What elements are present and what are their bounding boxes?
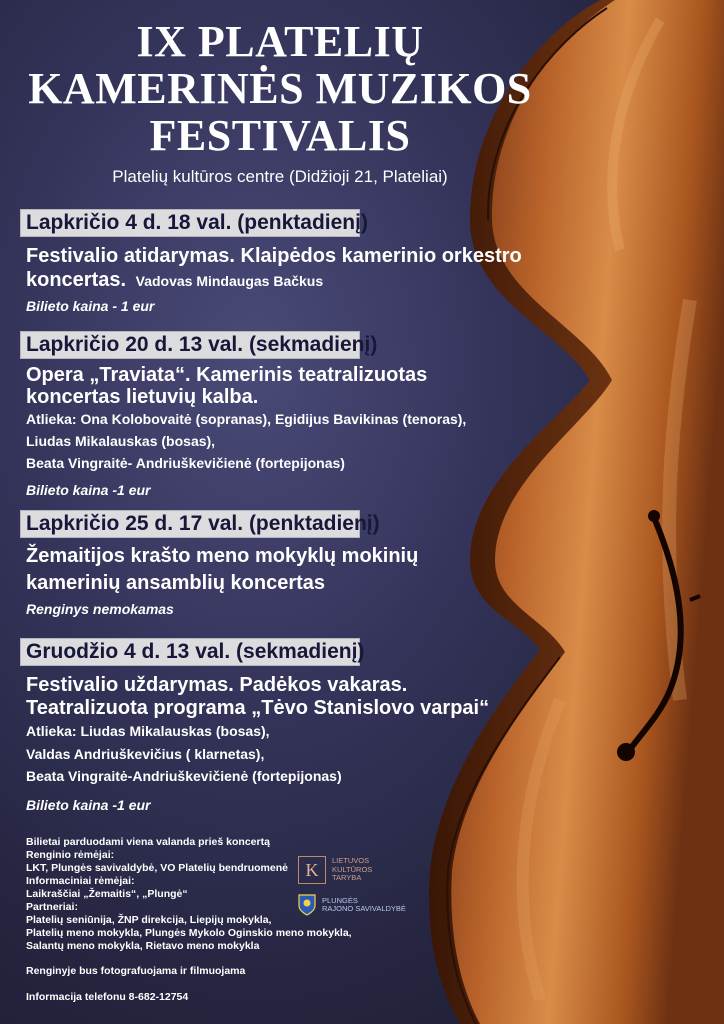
event-1-line-1: Festivalio atidarymas. Klaipėdos kamerinio orkestro: [26, 245, 522, 267]
festival-title: [0, 18, 560, 159]
lkt-logo-line-2: KULTŪROS: [332, 864, 373, 874]
footer-line-3: LKT, Plungės savivaldybė, VO Platelių bendruomenė: [26, 862, 288, 874]
event-1-conductor: Vadovas Mindaugas Bačkus: [135, 273, 324, 289]
event-2-date: Lapkričio 20 d. 13 val. (sekmadienį): [20, 331, 360, 359]
event-4-line-1: Festivalio uždarymas. Padėkos vakaras.: [26, 674, 408, 696]
lkt-logo-line-3: TARYBA: [332, 873, 362, 883]
event-4-performers-3: Beata Vingraitė-Andriuškevičienė (fortepijonas): [26, 768, 342, 784]
event-1-price: Bilieto kaina - 1 eur: [26, 298, 155, 314]
event-4-price: Bilieto kaina -1 eur: [26, 797, 151, 813]
title-line-3: FESTIVALIS: [149, 111, 411, 160]
plunge-logo-line-2: RAJONO SAVIVALDYBĖ: [322, 904, 406, 913]
event-3-price: Renginys nemokamas: [26, 601, 174, 617]
filming-note: Renginyje bus fotografuojama ir filmuojama: [26, 965, 246, 977]
event-4-performers-1: Atlieka: Liudas Mikalauskas (bosas),: [26, 723, 270, 739]
footer-line-5: Laikraščiai „Žemaitis“, „Plungė“: [26, 888, 188, 900]
event-1-line-2-text: koncertas.: [26, 269, 127, 291]
event-2-line-1: Opera „Traviata“. Kamerinis teatralizuotas: [26, 364, 428, 386]
footer-line-4: Informaciniai rėmėjai:: [26, 875, 135, 887]
footer-line-6: Partneriai:: [26, 901, 78, 913]
event-4-line-2: Teatralizuota programa „Tėvo Stanislovo varpai“: [26, 697, 490, 719]
phone-info: Informacija telefonu 8-682-12754: [26, 991, 189, 1003]
event-3-line-1: Žemaitijos krašto meno mokyklų mokinių: [26, 545, 419, 567]
event-3-line-2: kamerinių ansamblių koncertas: [26, 572, 326, 594]
event-1-line-2: [26, 268, 323, 294]
event-2-performers-2: Liudas Mikalauskas (bosas),: [26, 433, 216, 449]
event-4-date: Gruodžio 4 d. 13 val. (sekmadienį): [20, 638, 360, 666]
event-2-price: Bilieto kaina -1 eur: [26, 482, 151, 498]
event-1-date: Lapkričio 4 d. 18 val. (penktadienį): [20, 209, 360, 237]
footer-line-7: Platelių seniūnija, ŽNP direkcija, Liepijų mokykla,: [26, 914, 272, 926]
event-3-date: Lapkričio 25 d. 17 val. (penktadienį): [20, 510, 360, 538]
event-2-line-2: koncertas lietuvių kalba.: [26, 386, 259, 408]
footer-line-9: Salantų meno mokykla, Rietavo meno mokykla: [26, 940, 260, 952]
plunge-logo-text: [322, 897, 406, 914]
event-2-performers-1: Atlieka: Ona Kolobovaitė (sopranas), Egidijus Bavikinas (tenoras),: [26, 411, 467, 427]
event-2-performers-3: Beata Vingraitė- Andriuškevičienė (fortepijonas): [26, 455, 345, 471]
plunge-coat-of-arms-icon: [298, 894, 316, 916]
lkt-logo-mark: K: [298, 856, 326, 884]
plunge-logo: [298, 894, 406, 916]
event-4-performers-2: Valdas Andriuškevičius ( klarnetas),: [26, 746, 265, 762]
footer-line-8: Platelių meno mokykla, Plungės Mykolo Oginskio meno mokykla,: [26, 927, 352, 939]
title-line-2: KAMERINĖS MUZIKOS: [28, 64, 532, 113]
lkt-logo: [298, 856, 372, 884]
title-line-1: IX PLATELIŲ: [136, 17, 424, 66]
venue: Platelių kultūros centre (Didžioji 21, Plateliai): [112, 167, 448, 186]
plunge-logo-line-1: PLUNGĖS: [322, 895, 358, 905]
lkt-logo-text: [332, 857, 372, 883]
footer-line-2: Renginio rėmėjai:: [26, 849, 115, 861]
lkt-logo-line-1: LIETUVOS: [332, 856, 370, 866]
footer-line-1: Bilietai parduodami viena valanda prieš koncertą: [26, 836, 270, 848]
